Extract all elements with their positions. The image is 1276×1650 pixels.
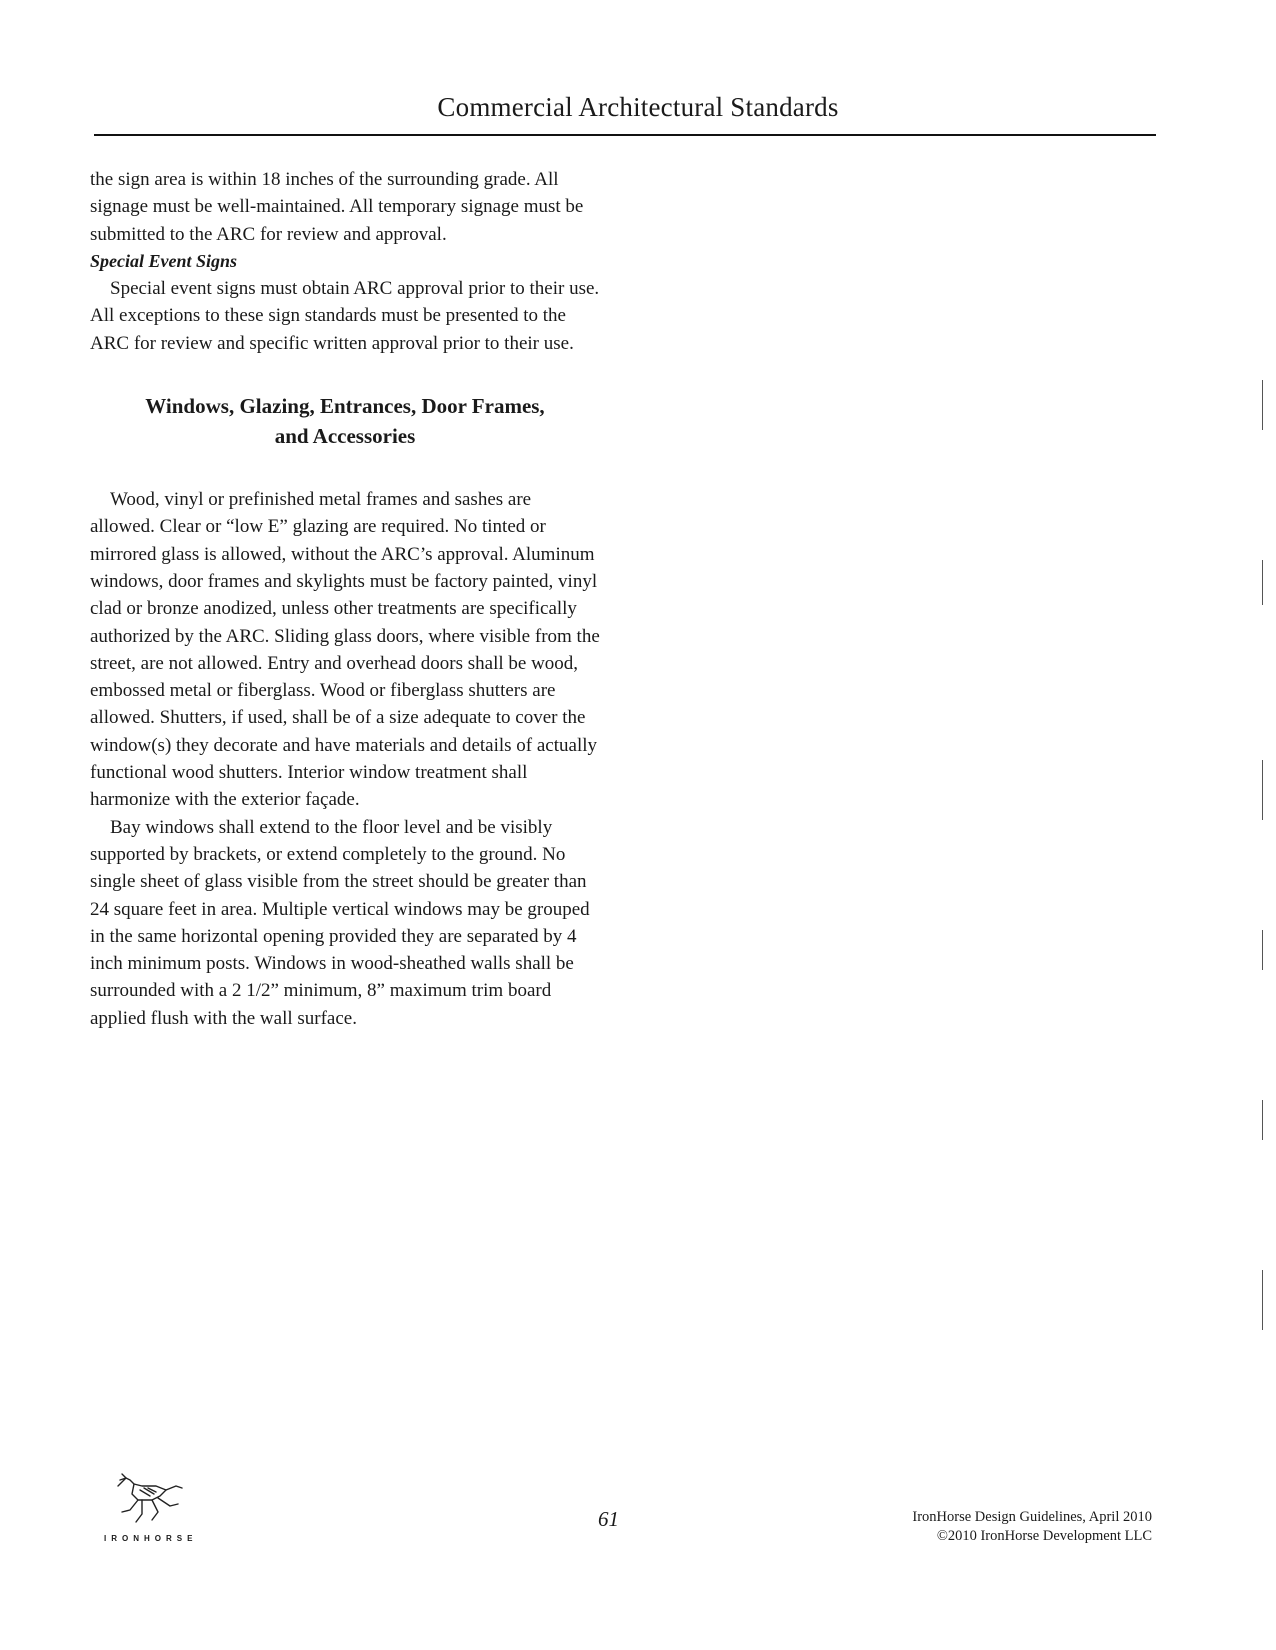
windows-heading-line-1: Windows, Glazing, Entrances, Door Frames,: [145, 394, 545, 419]
special-event-signs-heading: Special Event Signs: [90, 250, 238, 271]
edge-mark: [1262, 1100, 1263, 1140]
ironhorse-logo: [104, 1470, 204, 1543]
edge-mark: [1262, 760, 1263, 820]
main-column: [90, 166, 600, 1032]
footer-publication-info: [912, 1508, 1152, 1546]
intro-paragraph: the sign area is within 18 inches of the surrounding grade. All signage must be well-maintained. All temporary signage must be submitted to the ARC for review and approval.: [90, 169, 584, 245]
windows-paragraph-1: Wood, vinyl or prefinished metal frames and sashes are allowed. Clear or “low E” glazing are required. No tinted or mirrored glass is allowed, without the ARC’s approval. Aluminum windows, door frames and skylights must be factory painted, vinyl clad or bronze anodized, unless other treatments are specifically authorized by the ARC. Sliding glass doors, where visible from the street, are not allowed. Entry and overhead doors shall be wood, embossed metal or fiberglass. Wood or fiberglass shutters are allowed. Shutters, if used, shall be of a size adequate to cover the window(s) they decorate and have materials and details of actually functional wood shutters. Interior window treatment shall harmonize with the exterior façade.: [90, 489, 600, 811]
header-rule: [94, 134, 1156, 136]
page-title: Commercial Architectural Standards: [437, 92, 839, 122]
windows-heading-line-2: and Accessories: [274, 424, 416, 449]
publication-line: IronHorse Design Guidelines, April 2010: [912, 1509, 1152, 1525]
edge-mark: [1262, 380, 1263, 430]
edge-mark: [1262, 930, 1263, 970]
copyright-line: ©2010 IronHorse Development LLC: [936, 1528, 1152, 1544]
edge-mark: [1262, 560, 1263, 605]
page-number: 61: [598, 1507, 619, 1531]
edge-mark: [1262, 1270, 1263, 1330]
logo-wordmark: IRONHORSE: [104, 1534, 198, 1543]
special-event-signs-paragraph: Special event signs must obtain ARC approval prior to their use. All exceptions to these sign standards must be presented to the ARC for review and specific written approval prior to their use.: [90, 278, 600, 354]
horse-icon: [112, 1470, 186, 1528]
windows-paragraph-2: Bay windows shall extend to the floor level and be visibly supported by brackets, or extend completely to the ground. No single sheet of glass visible from the street should be greater than 24 square feet in area. Multiple vertical windows may be grouped in the same horizontal opening provided they are separated by 4 inch minimum posts. Windows in wood-sheathed walls shall be surrounded with a 2 1/2” minimum, 8” maximum trim board applied flush with the wall surface.: [90, 816, 590, 1029]
windows-section-heading: [90, 391, 600, 451]
